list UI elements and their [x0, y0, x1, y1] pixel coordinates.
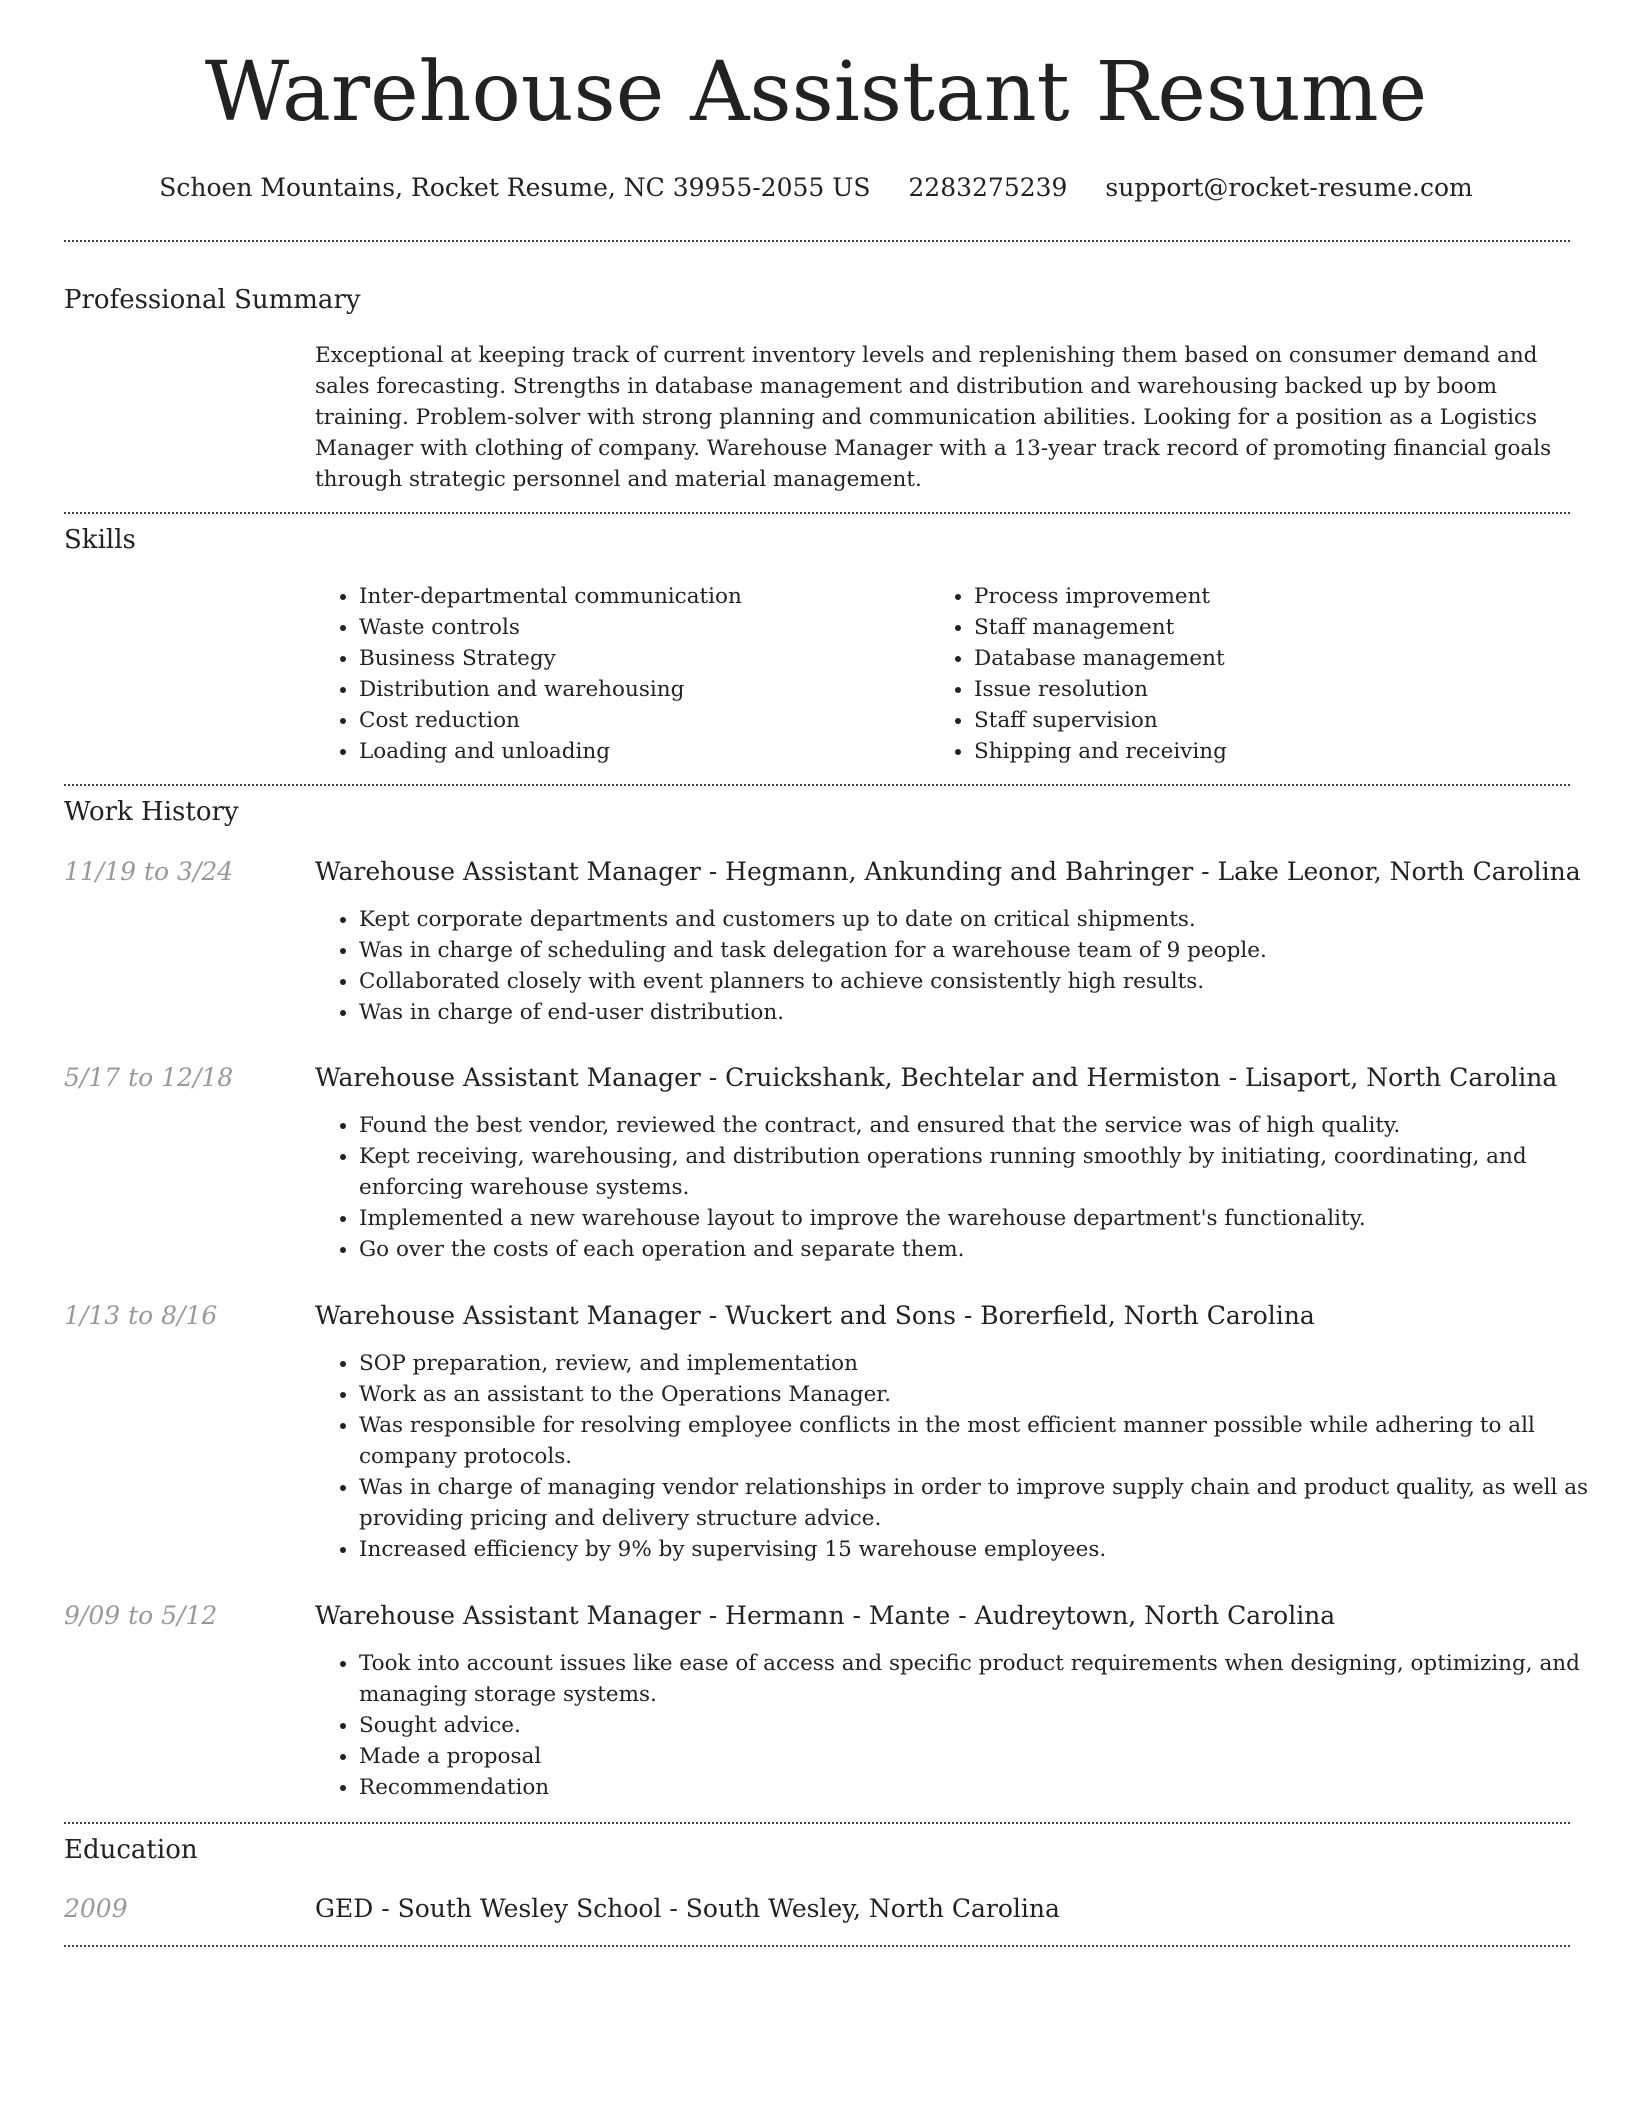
skill-item: • Distribution and warehousing	[359, 674, 919, 705]
job-bullet: • Implemented a new warehouse layout to improve the warehouse department's functionality.	[359, 1203, 1614, 1234]
divider	[64, 1945, 1570, 1947]
resume-name: Warehouse Assistant Resume	[204, 45, 1428, 140]
job-bullets	[315, 1648, 1614, 1803]
job-bullet: • Collaborated closely with event planners to achieve consistently high results.	[359, 966, 1614, 997]
job-bullet: • Increased efficiency by 9% by supervising 15 warehouse employees.	[359, 1534, 1614, 1565]
work-heading: Work History	[64, 797, 239, 827]
job-bullet: • Made a proposal	[359, 1741, 1614, 1772]
skill-item: • Inter-departmental communication	[359, 581, 919, 612]
job-bullet: • Work as an assistant to the Operations Manager.	[359, 1379, 1614, 1410]
skill-item: • Cost reduction	[359, 705, 919, 736]
job-bullet: • Kept receiving, warehousing, and distribution operations running smoothly by initiating, coordinating, and enforcing warehouse systems.	[359, 1141, 1614, 1203]
contact-email: support@rocket-resume.com	[1105, 173, 1473, 202]
job-bullet: • Was responsible for resolving employee conflicts in the most efficient manner possible while adhering to all company protocols.	[359, 1410, 1614, 1472]
job-bullet: • Go over the costs of each operation and separate them.	[359, 1234, 1614, 1265]
job-bullet: • Found the best vendor, reviewed the contract, and ensured that the service was of high quality.	[359, 1110, 1614, 1141]
contact-line	[0, 173, 1632, 203]
job-title: Warehouse Assistant Manager - Hegmann, Ankunding and Bahringer - Lake Leonor, North Carolina	[315, 857, 1581, 886]
skill-item: • Process improvement	[974, 581, 1574, 612]
divider	[64, 784, 1570, 786]
divider	[64, 1822, 1570, 1824]
contact-phone: 2283275239	[908, 173, 1068, 202]
contact-address: Schoen Mountains, Rocket Resume, NC 39955-2055 US	[159, 173, 871, 202]
job-bullet: • Was in charge of scheduling and task delegation for a warehouse team of 9 people.	[359, 935, 1614, 966]
divider	[64, 240, 1570, 242]
skill-item: • Shipping and receiving	[974, 736, 1574, 767]
skill-item: • Database management	[974, 643, 1574, 674]
job-title: Warehouse Assistant Manager - Cruickshank, Bechtelar and Hermiston - Lisaport, North Carolina	[315, 1063, 1558, 1092]
skills-heading: Skills	[64, 525, 136, 555]
job-dates: 11/19 to 3/24	[64, 857, 234, 886]
job-bullet: • Was in charge of end-user distribution.	[359, 997, 1614, 1028]
education-heading: Education	[64, 1835, 198, 1865]
job-dates: 1/13 to 8/16	[64, 1301, 218, 1330]
skill-item: • Waste controls	[359, 612, 919, 643]
job-bullet: • Sought advice.	[359, 1710, 1614, 1741]
job-bullet: • Kept corporate departments and customers up to date on critical shipments.	[359, 904, 1614, 935]
job-bullets	[315, 904, 1614, 1028]
job-bullet: • Recommendation	[359, 1772, 1614, 1803]
job-bullets	[315, 1348, 1614, 1565]
skill-item: • Loading and unloading	[359, 736, 919, 767]
skills-list-right	[930, 581, 1574, 767]
job-bullets	[315, 1110, 1614, 1265]
skill-item: • Issue resolution	[974, 674, 1574, 705]
skill-item: • Staff management	[974, 612, 1574, 643]
education-title: GED - South Wesley School - South Wesley, North Carolina	[315, 1894, 1060, 1923]
skill-item: • Business Strategy	[359, 643, 919, 674]
job-bullet: • SOP preparation, review, and implementation	[359, 1348, 1614, 1379]
summary-heading: Professional Summary	[64, 285, 361, 315]
divider	[64, 512, 1570, 514]
job-bullet: • Was in charge of managing vendor relationships in order to improve supply chain and product quality, as well as providing pricing and delivery structure advice.	[359, 1472, 1614, 1534]
education-year: 2009	[64, 1894, 128, 1923]
summary-text: Exceptional at keeping track of current inventory levels and replenishing them based on consumer demand and sales forecasting. Strengths in database management and distribution and warehousing backed up by boom training. Problem-solver with strong planning and communication abilities. Looking for a position as a Logistics Manager with clothing of company. Warehouse Manager with a 13-year track record of promoting financial goals through strategic personnel and material management.	[315, 343, 1552, 492]
job-title: Warehouse Assistant Manager - Wuckert and Sons - Borerfield, North Carolina	[315, 1301, 1315, 1330]
job-title: Warehouse Assistant Manager - Hermann - Mante - Audreytown, North Carolina	[315, 1601, 1336, 1630]
job-dates: 9/09 to 5/12	[64, 1601, 218, 1630]
skills-list-left	[315, 581, 919, 767]
skill-item: • Staff supervision	[974, 705, 1574, 736]
job-dates: 5/17 to 12/18	[64, 1063, 234, 1092]
job-bullet: • Took into account issues like ease of access and specific product requirements when designing, optimizing, and managing storage systems.	[359, 1648, 1614, 1710]
